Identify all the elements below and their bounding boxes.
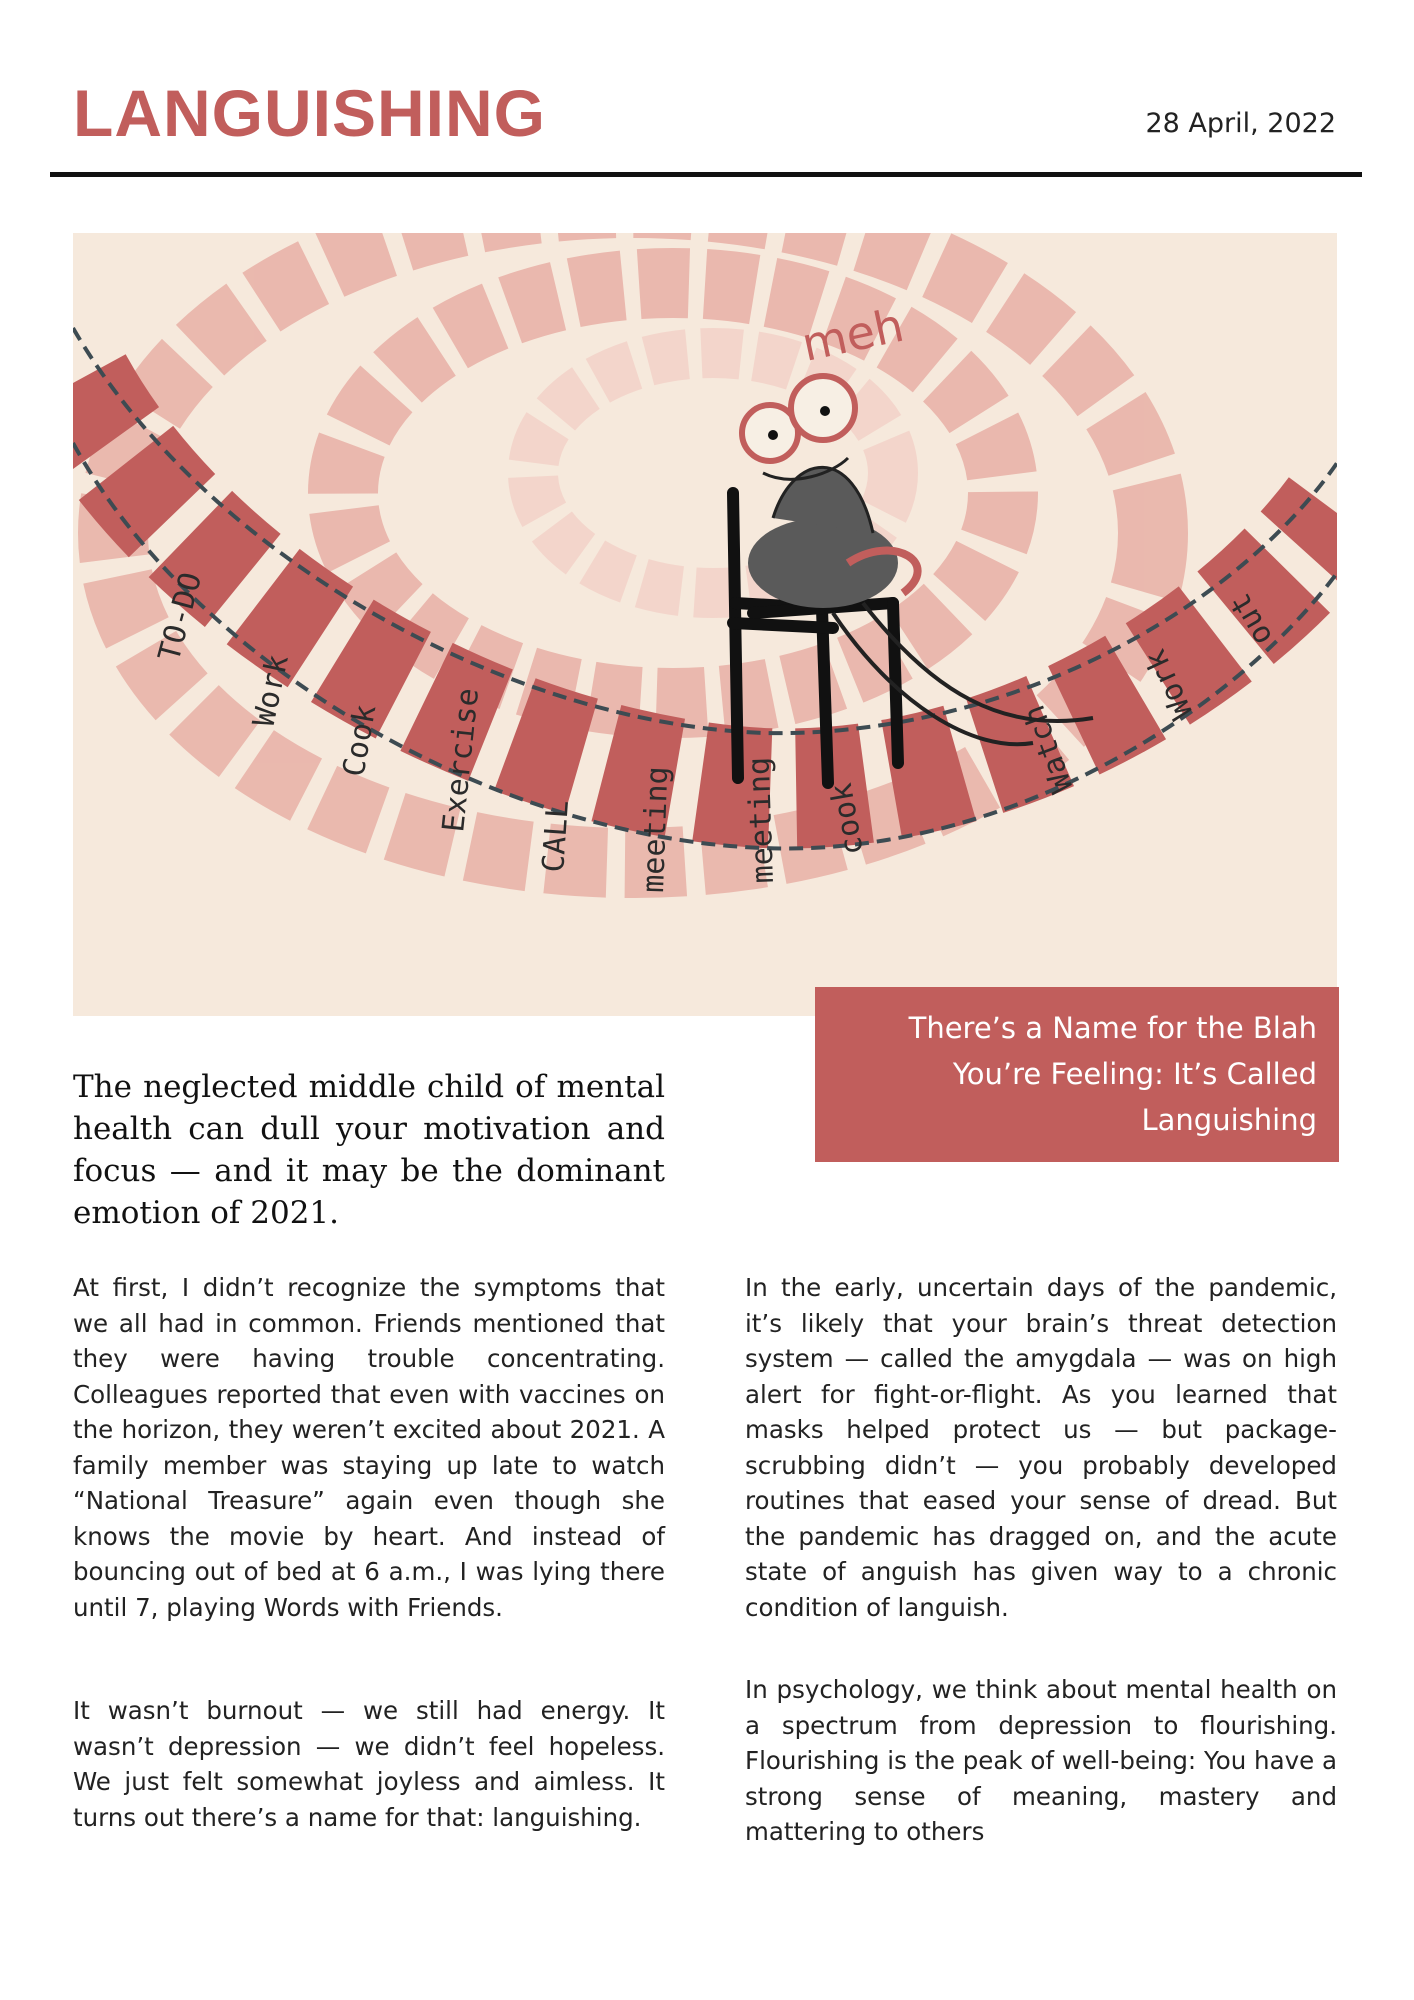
stair-label-meeting-2: meeting bbox=[741, 756, 781, 884]
stair-label-exercise: Exercise bbox=[436, 686, 487, 834]
publication-date: 28 April, 2022 bbox=[1145, 108, 1336, 139]
stair-label-call: CALL bbox=[536, 799, 577, 874]
stair-label-todo: TO-DO bbox=[151, 568, 210, 666]
stair-label-work-2: Work bbox=[1137, 644, 1201, 725]
body-paragraph: In psychology, we think about mental health on a spectrum from depression to flourishing. Flourishing is the peak of well-being: You have a strong sense of meaning, mastery and mattering to others bbox=[745, 1675, 1337, 1846]
body-paragraph: At first, I didn’t recognize the symptoms that we all had in common. Friends mentioned that they were having trouble concentrating. Colleagues reported that even with vaccines on the horizon, they weren’t excited about 2021. A family member was staying up late to watch “National Treasure” again even though she knows the movie by heart. And instead of bouncing out of bed at 6 a.m., I was lying there until 7, playing Words with Friends. bbox=[73, 1273, 665, 1622]
body-paragraph: In the early, uncertain days of the pandemic, it’s likely that your brain’s threat detection system — called the amygdala — was on high alert for fight-or-flight. As you learned that masks helped protect us — but package-scrubbing didn’t — you probably developed routines that eased your sense of dread. But the pandemic has dragged on, and the acute state of anguish has given way to a chronic condition of languish. bbox=[745, 1273, 1337, 1622]
right-column-paragraph-1 bbox=[745, 1270, 1337, 1625]
header-divider bbox=[50, 172, 1362, 177]
stair-label-cook: Cook bbox=[336, 702, 384, 780]
hero-illustration bbox=[73, 233, 1337, 1016]
caption-box bbox=[815, 987, 1339, 1162]
right-column-paragraph-2 bbox=[745, 1672, 1337, 1850]
stair-label-out: out bbox=[1222, 587, 1280, 652]
body-paragraph: It wasn’t burnout — we still had energy. It wasn’t depression — we didn’t feel hopeless. We just felt somewhat joyless and aimless. It turns out there’s a name for that: languishing. bbox=[73, 1696, 665, 1832]
stair-label-cook-2: cook bbox=[823, 780, 871, 858]
left-column-paragraph-1 bbox=[73, 1270, 665, 1625]
left-column-paragraph-2 bbox=[73, 1693, 665, 1835]
stair-label-meeting-1: meeting bbox=[636, 765, 676, 894]
spiral-staircase-drawing bbox=[73, 233, 1337, 1016]
article-lede: The neglected middle child of mental health can dull your motivation and focus — and it may be the dominant emotion of 2021. bbox=[73, 1069, 665, 1231]
stair-label-work: Work bbox=[246, 651, 296, 730]
stair-label-watch: Watch bbox=[1016, 700, 1081, 798]
speech-meh: meh bbox=[797, 297, 909, 372]
caption-text: There’s a Name for the Blah You’re Feeling: It’s Called Languishing bbox=[908, 1011, 1317, 1137]
page-title: LANGUISHING bbox=[73, 76, 546, 150]
